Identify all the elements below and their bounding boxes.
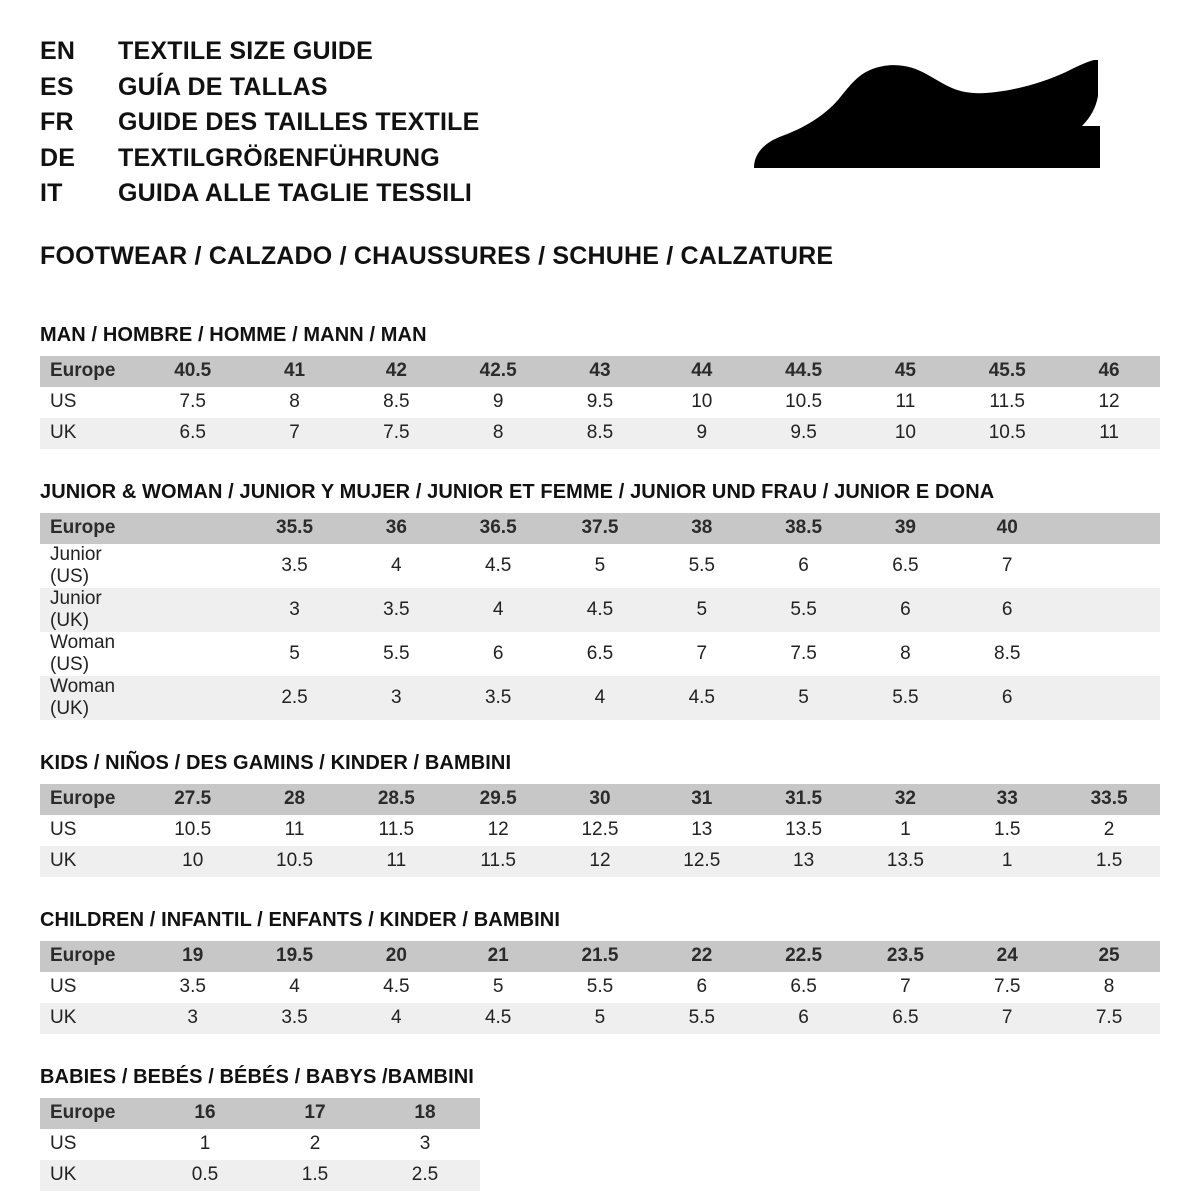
size-cell: 5	[651, 588, 753, 632]
size-cell: 45.5	[956, 356, 1058, 387]
size-cell: 30	[549, 784, 651, 815]
size-cell: 5.5	[855, 676, 957, 720]
size-cell: 12	[1058, 387, 1160, 418]
size-cell: 4	[345, 1003, 447, 1034]
size-cell: 1	[150, 1129, 260, 1160]
row-label: UK	[40, 1160, 150, 1191]
size-block-junior	[40, 481, 1160, 720]
size-cell: 46	[1058, 356, 1160, 387]
row-label: Europe	[40, 784, 142, 815]
size-cell: 7	[244, 418, 346, 449]
row-label: Woman (US)	[40, 632, 142, 676]
size-cell: 13.5	[855, 846, 957, 877]
size-cell: 44	[651, 356, 753, 387]
size-cell	[1058, 588, 1160, 632]
table-row	[40, 356, 1160, 387]
size-cell: 27.5	[142, 784, 244, 815]
size-cell: 31	[651, 784, 753, 815]
table-row	[40, 1003, 1160, 1034]
size-table-babies	[40, 1098, 480, 1191]
table-row	[40, 632, 1160, 676]
size-cell: 8.5	[956, 632, 1058, 676]
table-row	[40, 1160, 480, 1191]
size-cell: 6.5	[142, 418, 244, 449]
size-cell: 4	[244, 972, 346, 1003]
table-row	[40, 972, 1160, 1003]
size-cell: 7.5	[345, 418, 447, 449]
size-cell: 10.5	[244, 846, 346, 877]
size-cell: 6	[956, 588, 1058, 632]
size-cell: 2	[1058, 815, 1160, 846]
size-cell: 28	[244, 784, 346, 815]
row-label: US	[40, 1129, 150, 1160]
size-cell: 6	[447, 632, 549, 676]
size-cell: 6	[855, 588, 957, 632]
size-cell: 1	[956, 846, 1058, 877]
size-cell: 42.5	[447, 356, 549, 387]
size-cell: 21.5	[549, 941, 651, 972]
size-cell: 24	[956, 941, 1058, 972]
size-table-children	[40, 941, 1160, 1034]
size-block-title: KIDS / NIÑOS / DES GAMINS / KINDER / BAMBINI	[40, 751, 512, 774]
language-row	[40, 141, 480, 177]
size-cell	[142, 632, 244, 676]
language-code: EN	[40, 37, 76, 65]
size-cell	[1058, 676, 1160, 720]
size-cell: 7	[651, 632, 753, 676]
size-cell: 8	[1058, 972, 1160, 1003]
size-block-title: CHILDREN / INFANTIL / ENFANTS / KINDER / BAMBINI	[40, 908, 560, 931]
size-cell: 3.5	[244, 1003, 346, 1034]
table-row	[40, 941, 1160, 972]
language-row	[40, 176, 480, 212]
size-cell: 11.5	[956, 387, 1058, 418]
page-header	[40, 34, 1160, 212]
table-row	[40, 676, 1160, 720]
size-cell	[142, 513, 244, 544]
size-cell: 42	[345, 356, 447, 387]
language-title: GUÍA DE TALLAS	[118, 72, 328, 101]
size-cell: 12.5	[549, 815, 651, 846]
size-tables	[40, 324, 1160, 1191]
size-cell: 4.5	[447, 1003, 549, 1034]
size-cell: 4.5	[447, 544, 549, 588]
size-cell: 32	[855, 784, 957, 815]
size-cell: 7.5	[956, 972, 1058, 1003]
table-row	[40, 815, 1160, 846]
size-table-kids	[40, 784, 1160, 877]
size-cell: 1.5	[260, 1160, 370, 1191]
language-row	[40, 70, 480, 106]
size-cell: 5.5	[549, 972, 651, 1003]
size-cell: 4	[447, 588, 549, 632]
size-cell: 5.5	[345, 632, 447, 676]
size-cell: 7.5	[142, 387, 244, 418]
size-cell: 9.5	[753, 418, 855, 449]
row-label: US	[40, 972, 142, 1003]
row-label: Europe	[40, 941, 142, 972]
size-cell: 7.5	[1058, 1003, 1160, 1034]
size-cell: 3.5	[447, 676, 549, 720]
size-cell: 13	[753, 846, 855, 877]
size-cell: 3.5	[142, 972, 244, 1003]
size-cell: 19	[142, 941, 244, 972]
size-cell: 10.5	[142, 815, 244, 846]
language-title: GUIDA ALLE TAGLIE TESSILI	[118, 179, 473, 207]
row-label: UK	[40, 1003, 142, 1034]
size-cell: 5.5	[651, 544, 753, 588]
size-cell: 11.5	[345, 815, 447, 846]
table-row	[40, 1098, 480, 1129]
row-label: Junior (UK)	[40, 588, 142, 632]
size-cell: 23.5	[855, 941, 957, 972]
size-cell: 21	[447, 941, 549, 972]
size-cell: 5	[753, 676, 855, 720]
size-cell: 38	[651, 513, 753, 544]
size-cell: 6	[753, 1003, 855, 1034]
size-block-title: JUNIOR & WOMAN / JUNIOR Y MUJER / JUNIOR ET FEMME / JUNIOR UND FRAU / JUNIOR E DONA	[40, 480, 995, 503]
size-cell: 45	[855, 356, 957, 387]
row-label: Europe	[40, 1098, 150, 1129]
size-cell: 10.5	[956, 418, 1058, 449]
size-cell: 11.5	[447, 846, 549, 877]
size-cell: 13.5	[753, 815, 855, 846]
size-cell: 6.5	[753, 972, 855, 1003]
size-table-man	[40, 356, 1160, 449]
size-cell	[142, 544, 244, 588]
language-list	[40, 34, 480, 212]
size-cell: 29.5	[447, 784, 549, 815]
size-cell: 3	[142, 1003, 244, 1034]
size-cell: 33	[956, 784, 1058, 815]
size-block-title: BABIES / BEBÉS / BÉBÉS / BABYS /BAMBINI	[40, 1065, 474, 1088]
size-cell: 8.5	[345, 387, 447, 418]
language-code: IT	[40, 179, 63, 207]
size-cell: 5.5	[651, 1003, 753, 1034]
size-cell: 6.5	[549, 632, 651, 676]
size-cell: 37.5	[549, 513, 651, 544]
size-cell: 7	[956, 544, 1058, 588]
size-cell: 7	[855, 972, 957, 1003]
size-cell: 4	[549, 676, 651, 720]
size-cell	[142, 676, 244, 720]
row-label: UK	[40, 846, 142, 877]
size-cell: 12	[549, 846, 651, 877]
size-cell: 9	[447, 387, 549, 418]
size-block-kids	[40, 752, 1160, 877]
dress-shoe-icon	[752, 56, 1102, 191]
size-cell	[1058, 544, 1160, 588]
size-cell: 22.5	[753, 941, 855, 972]
language-title: TEXTILE SIZE GUIDE	[118, 37, 374, 65]
table-row	[40, 846, 1160, 877]
size-cell: 5	[244, 632, 346, 676]
row-label: Junior (US)	[40, 544, 142, 588]
size-table-junior	[40, 513, 1160, 720]
size-cell: 36	[345, 513, 447, 544]
footwear-category-title: FOOTWEAR / CALZADO / CHAUSSURES / SCHUHE / CALZATURE	[40, 241, 834, 270]
row-label: US	[40, 387, 142, 418]
size-cell: 4.5	[651, 676, 753, 720]
size-cell: 5	[447, 972, 549, 1003]
size-cell	[1058, 513, 1160, 544]
size-cell: 43	[549, 356, 651, 387]
size-cell: 1.5	[956, 815, 1058, 846]
size-cell: 2	[260, 1129, 370, 1160]
size-block-man	[40, 324, 1160, 449]
size-cell: 16	[150, 1098, 260, 1129]
language-code: DE	[40, 143, 76, 172]
size-cell: 41	[244, 356, 346, 387]
size-cell: 4.5	[549, 588, 651, 632]
size-cell: 2.5	[244, 676, 346, 720]
size-cell: 0.5	[150, 1160, 260, 1191]
size-cell: 20	[345, 941, 447, 972]
size-cell: 10	[142, 846, 244, 877]
language-code: ES	[40, 72, 74, 101]
size-cell: 9.5	[549, 387, 651, 418]
table-row	[40, 544, 1160, 588]
size-cell: 31.5	[753, 784, 855, 815]
size-cell: 7.5	[753, 632, 855, 676]
size-cell: 8.5	[549, 418, 651, 449]
size-cell: 44.5	[753, 356, 855, 387]
size-cell: 12.5	[651, 846, 753, 877]
size-cell: 7	[956, 1003, 1058, 1034]
size-cell: 11	[1058, 418, 1160, 449]
size-cell: 8	[855, 632, 957, 676]
size-cell	[1058, 632, 1160, 676]
size-cell: 3	[244, 588, 346, 632]
size-cell: 3	[345, 676, 447, 720]
size-cell	[142, 588, 244, 632]
size-cell: 3.5	[244, 544, 346, 588]
size-cell: 11	[345, 846, 447, 877]
size-cell: 39	[855, 513, 957, 544]
size-cell: 40.5	[142, 356, 244, 387]
row-label: UK	[40, 418, 142, 449]
size-cell: 5.5	[753, 588, 855, 632]
table-row	[40, 784, 1160, 815]
size-cell: 36.5	[447, 513, 549, 544]
size-cell: 17	[260, 1098, 370, 1129]
size-block-title: MAN / HOMBRE / HOMME / MANN / MAN	[40, 323, 427, 346]
size-cell: 2.5	[370, 1160, 480, 1191]
size-cell: 40	[956, 513, 1058, 544]
size-cell: 6	[956, 676, 1058, 720]
size-cell: 5	[549, 544, 651, 588]
table-row	[40, 588, 1160, 632]
size-cell: 8	[447, 418, 549, 449]
size-cell: 4.5	[345, 972, 447, 1003]
size-cell: 11	[855, 387, 957, 418]
row-label: Europe	[40, 513, 142, 544]
size-cell: 1.5	[1058, 846, 1160, 877]
language-code: FR	[40, 108, 74, 136]
size-cell: 6	[753, 544, 855, 588]
size-cell: 18	[370, 1098, 480, 1129]
size-cell: 4	[345, 544, 447, 588]
size-cell: 3.5	[345, 588, 447, 632]
size-cell: 10	[855, 418, 957, 449]
size-cell: 33.5	[1058, 784, 1160, 815]
language-title: TEXTILGRÖßENFÜHRUNG	[118, 143, 440, 172]
table-row	[40, 513, 1160, 544]
size-cell: 28.5	[345, 784, 447, 815]
size-block-children	[40, 909, 1160, 1034]
language-row	[40, 105, 480, 141]
size-cell: 10.5	[753, 387, 855, 418]
table-row	[40, 387, 1160, 418]
size-cell: 13	[651, 815, 753, 846]
size-cell: 10	[651, 387, 753, 418]
size-cell: 35.5	[244, 513, 346, 544]
table-row	[40, 1129, 480, 1160]
size-cell: 38.5	[753, 513, 855, 544]
size-block-babies	[40, 1066, 1160, 1191]
size-cell: 9	[651, 418, 753, 449]
size-cell: 5	[549, 1003, 651, 1034]
language-title: GUIDE DES TAILLES TEXTILE	[118, 108, 480, 136]
size-cell: 6.5	[855, 544, 957, 588]
size-cell: 12	[447, 815, 549, 846]
language-row	[40, 34, 480, 70]
size-cell: 22	[651, 941, 753, 972]
row-label: US	[40, 815, 142, 846]
table-row	[40, 418, 1160, 449]
row-label: Woman (UK)	[40, 676, 142, 720]
size-cell: 8	[244, 387, 346, 418]
size-cell: 25	[1058, 941, 1160, 972]
size-cell: 6	[651, 972, 753, 1003]
size-cell: 1	[855, 815, 957, 846]
size-cell: 3	[370, 1129, 480, 1160]
size-cell: 11	[244, 815, 346, 846]
size-cell: 6.5	[855, 1003, 957, 1034]
size-cell: 19.5	[244, 941, 346, 972]
row-label: Europe	[40, 356, 142, 387]
